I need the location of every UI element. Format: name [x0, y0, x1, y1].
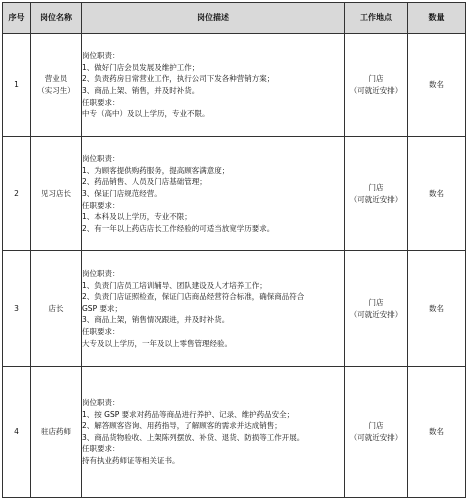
desc-line: 1、按 GSP 要求对药品等商品进行养护、记录、维护药品安全；	[82, 409, 295, 419]
table-header-row	[3, 3, 466, 34]
desc-line: 任职要求：	[82, 97, 120, 107]
row-seq: 1	[3, 34, 31, 137]
row-position-name	[31, 251, 82, 366]
desc-line: 1、为顾客提供购药服务，提高顾客满意度；	[82, 165, 230, 175]
row-position-description	[82, 34, 345, 137]
desc-line: 2、解答顾客咨询、用药指导，了解顾客的需求并达成销售；	[82, 421, 282, 431]
location-line: 门店	[368, 297, 384, 307]
desc-line: 持有执业药师证等相关证书。	[82, 456, 180, 466]
row-position-description	[82, 251, 345, 366]
location-line: 门店	[368, 421, 384, 431]
row-work-location	[345, 366, 408, 497]
desc-line: GSP 要求；	[82, 303, 122, 313]
table-row	[3, 251, 466, 366]
header-position-description: 岗位描述	[82, 3, 345, 34]
row-position-name	[31, 366, 82, 497]
position-name-line: 营业员	[44, 74, 68, 84]
desc-line: 2、负责门店证照检查，保证门店商品经营符合标准，确保商品符合	[82, 292, 305, 302]
header-seq: 序号	[3, 3, 31, 34]
job-positions-table	[2, 2, 466, 498]
row-position-description	[82, 137, 345, 251]
desc-line: 任职要求：	[82, 327, 120, 336]
desc-line: 岗位职责：	[82, 268, 120, 278]
header-position-name: 岗位名称	[31, 3, 82, 34]
row-quantity: 数名	[408, 137, 466, 251]
row-quantity: 数名	[408, 251, 466, 366]
location-line: （可就近安排）	[349, 432, 403, 442]
desc-line: 任职要求：	[82, 444, 120, 454]
row-position-name	[31, 137, 82, 251]
location-line: 门店	[368, 183, 384, 193]
row-work-location	[345, 34, 408, 137]
row-work-location	[345, 137, 408, 251]
desc-line: 1、负责门店员工培训辅导、团队建设及人才培养工作；	[82, 280, 267, 290]
desc-line: 中专（高中）及以上学历，专业不限。	[82, 109, 210, 119]
desc-line: 岗位职责：	[82, 397, 120, 407]
row-quantity: 数名	[408, 366, 466, 497]
desc-line: 3、保证门店规范经营。	[82, 189, 162, 199]
desc-line: 任职要求：	[82, 200, 120, 210]
header-work-location: 工作地点	[345, 3, 408, 34]
desc-line: 3、商品上架，销售情况跟进，并及时补货。	[82, 315, 230, 325]
row-work-location	[345, 251, 408, 366]
desc-line: 岗位职责：	[82, 154, 120, 164]
location-line: （可就近安排）	[349, 86, 403, 96]
desc-line: 2、负责药房日常营业工作，执行公司下发各种营销方案；	[82, 74, 275, 84]
row-seq: 3	[3, 251, 31, 366]
table-row	[3, 137, 466, 251]
desc-line: 岗位职责：	[82, 51, 120, 61]
position-name-line: 店长	[48, 303, 64, 313]
row-seq: 4	[3, 366, 31, 497]
desc-line: 大专及以上学历，一年及以上零售管理经验。	[82, 338, 232, 348]
row-seq: 2	[3, 137, 31, 251]
location-line: （可就近安排）	[349, 194, 403, 204]
position-name-line: 驻店药师	[41, 427, 71, 437]
table-row	[3, 366, 466, 497]
row-position-name	[31, 34, 82, 137]
position-name-line: 见习店长	[41, 189, 71, 199]
location-line: 门店	[368, 74, 384, 84]
desc-line: 1、本科及以上学历，专业不限；	[82, 212, 192, 222]
position-name-line: （实习生）	[37, 86, 75, 96]
header-quantity: 数量	[408, 3, 466, 34]
table-row	[3, 34, 466, 137]
desc-line: 2、有一年以上药店店长工作经验的可适当放宽学历要求。	[82, 223, 275, 233]
location-line: （可就近安排）	[349, 309, 403, 319]
desc-line: 1、做好门店会员发展及维护工作；	[82, 62, 200, 72]
desc-line: 3、商品货物验收、上架陈列摆放、补货、退货、防损等工作开展。	[82, 432, 305, 442]
desc-line: 3、商品上架、销售，并及时补货。	[82, 86, 200, 96]
row-quantity: 数名	[408, 34, 466, 137]
row-position-description	[82, 366, 345, 497]
desc-line: 2、药品销售、人员及门店基础管理；	[82, 177, 207, 187]
